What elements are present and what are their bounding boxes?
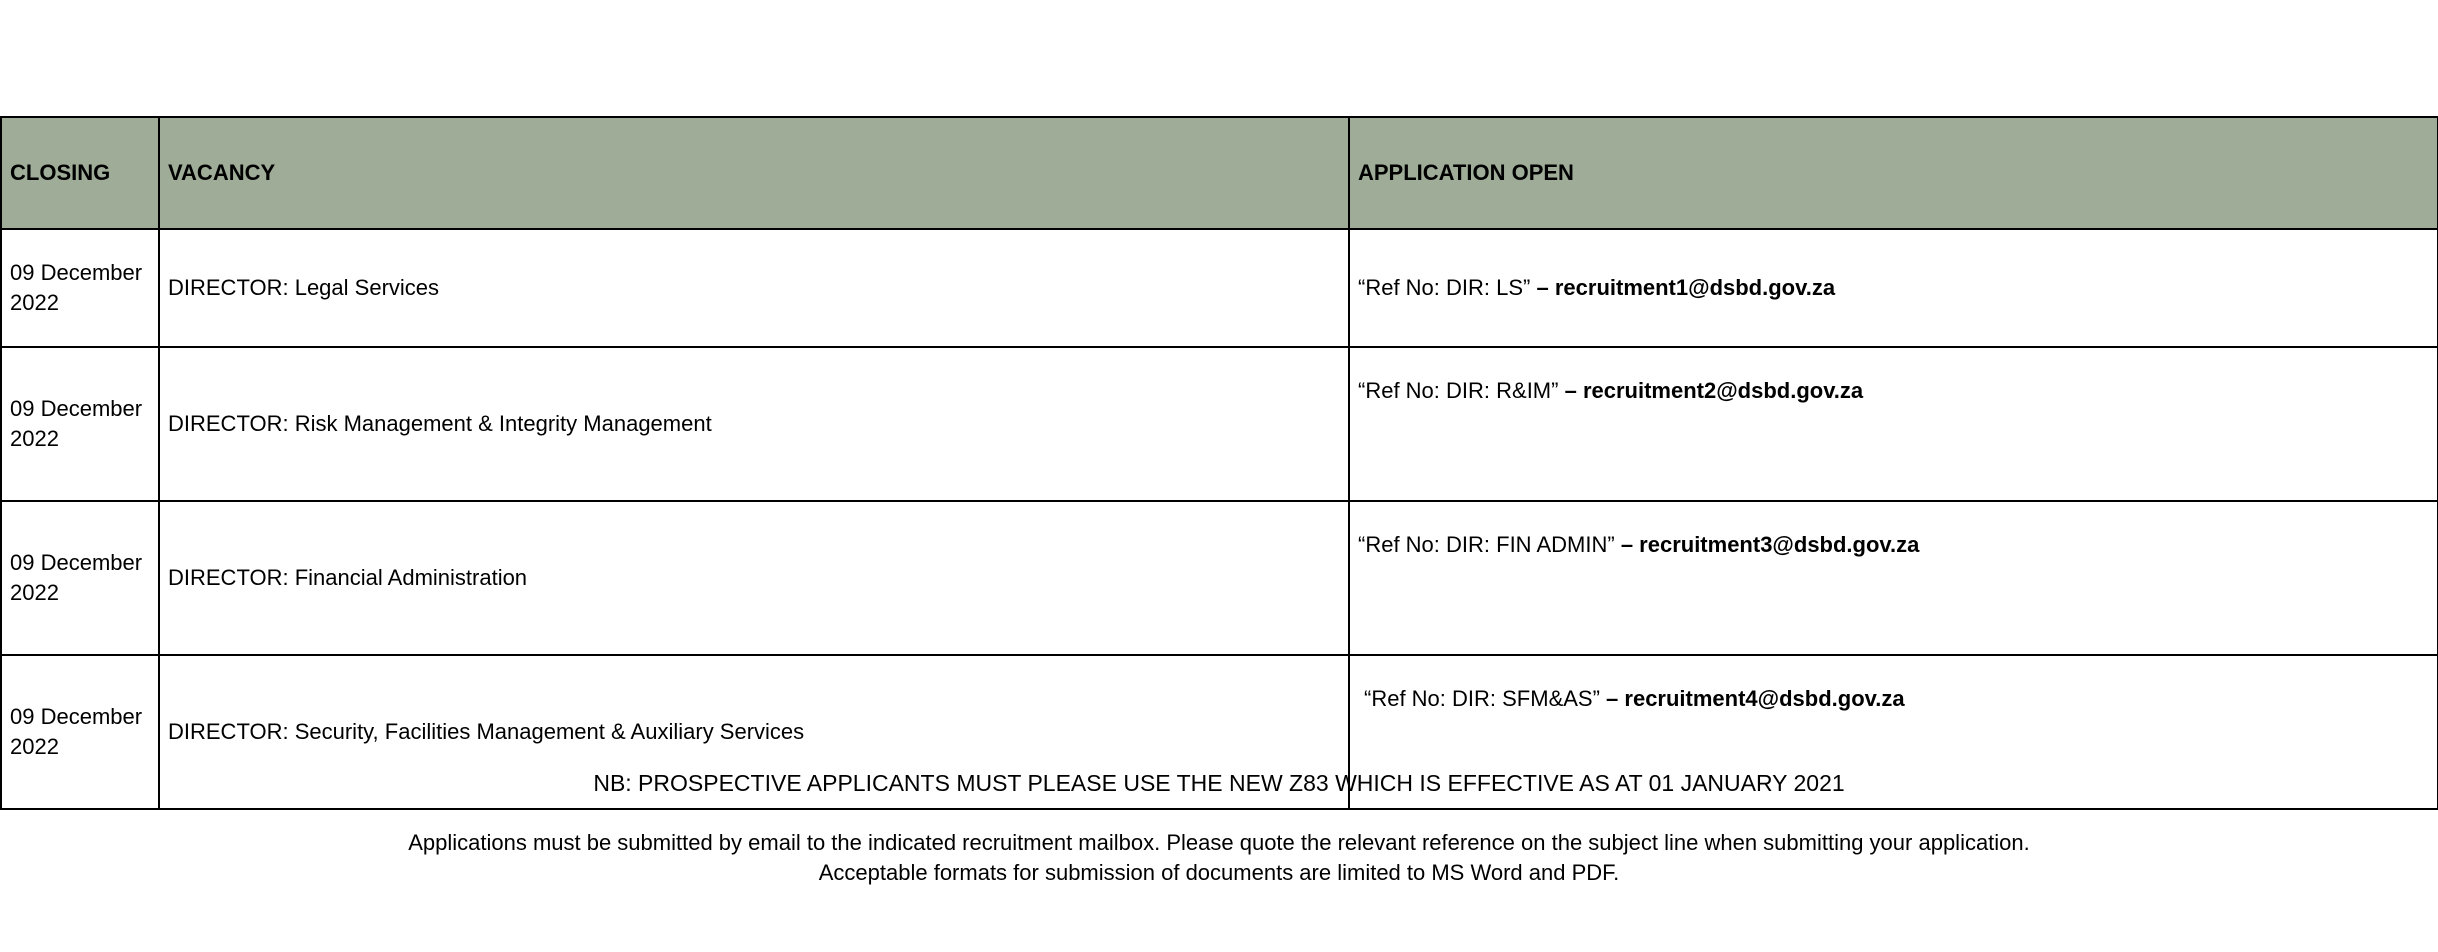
closing-date-line: 09 December [10,550,143,575]
reference-number: “Ref No: DIR: FIN ADMIN” [1358,532,1615,557]
header-application-open: APPLICATION OPEN [1349,117,2438,229]
application-ref-cell [1349,347,2438,501]
vacancy-cell: DIRECTOR: Financial Administration [159,501,1349,655]
reference-number: “Ref No: DIR: R&IM” [1358,378,1559,403]
header-closing: CLOSING [1,117,159,229]
application-ref-cell [1349,229,2438,347]
closing-year-line: 2022 [10,734,59,759]
recruitment-email-link[interactable]: – recruitment3@dsbd.gov.za [1620,532,1920,557]
table-row [1,229,2438,347]
vacancy-cell: DIRECTOR: Legal Services [159,229,1349,347]
reference-number: “Ref No: DIR: SFM&AS” [1364,686,1600,711]
closing-date-cell [1,229,159,347]
closing-date-line: 09 December [10,260,143,285]
reference-number: “Ref No: DIR: LS” [1358,275,1531,300]
closing-date-line: 09 December [10,396,143,421]
recruitment-email-link[interactable]: – recruitment4@dsbd.gov.za [1606,686,1905,711]
closing-year-line: 2022 [10,580,59,605]
vacancy-cell: DIRECTOR: Security, Facilities Management & Auxiliary Services [159,655,1349,809]
table-row [1,501,2438,655]
recruitment-email-link[interactable]: – recruitment2@dsbd.gov.za [1564,378,1864,403]
closing-year-line: 2022 [10,290,59,315]
application-ref-cell [1349,501,2438,655]
closing-date-cell [1,501,159,655]
vacancy-table [0,116,2438,810]
instructions-line-1: Applications must be submitted by email to the indicated recruitment mailbox. Please quote the relevant reference on the subject line when submitting your application. [408,830,2030,855]
application-instructions [0,828,2438,888]
table-row [1,347,2438,501]
vacancy-cell: DIRECTOR: Risk Management & Integrity Management [159,347,1349,501]
closing-date-cell [1,347,159,501]
header-vacancy: VACANCY [159,117,1349,229]
closing-date-line: 09 December [10,704,143,729]
table-header-row [1,117,2438,229]
instructions-line-2: Acceptable formats for submission of documents are limited to MS Word and PDF. [818,860,1620,885]
nb-notice [0,768,2438,798]
recruitment-email-link[interactable]: – recruitment1@dsbd.gov.za [1536,275,1836,300]
nb-notice-text: NB: PROSPECTIVE APPLICANTS MUST PLEASE USE THE NEW Z83 WHICH IS EFFECTIVE AS AT 01 JANUARY 2021 [593,770,1845,796]
closing-year-line: 2022 [10,426,59,451]
